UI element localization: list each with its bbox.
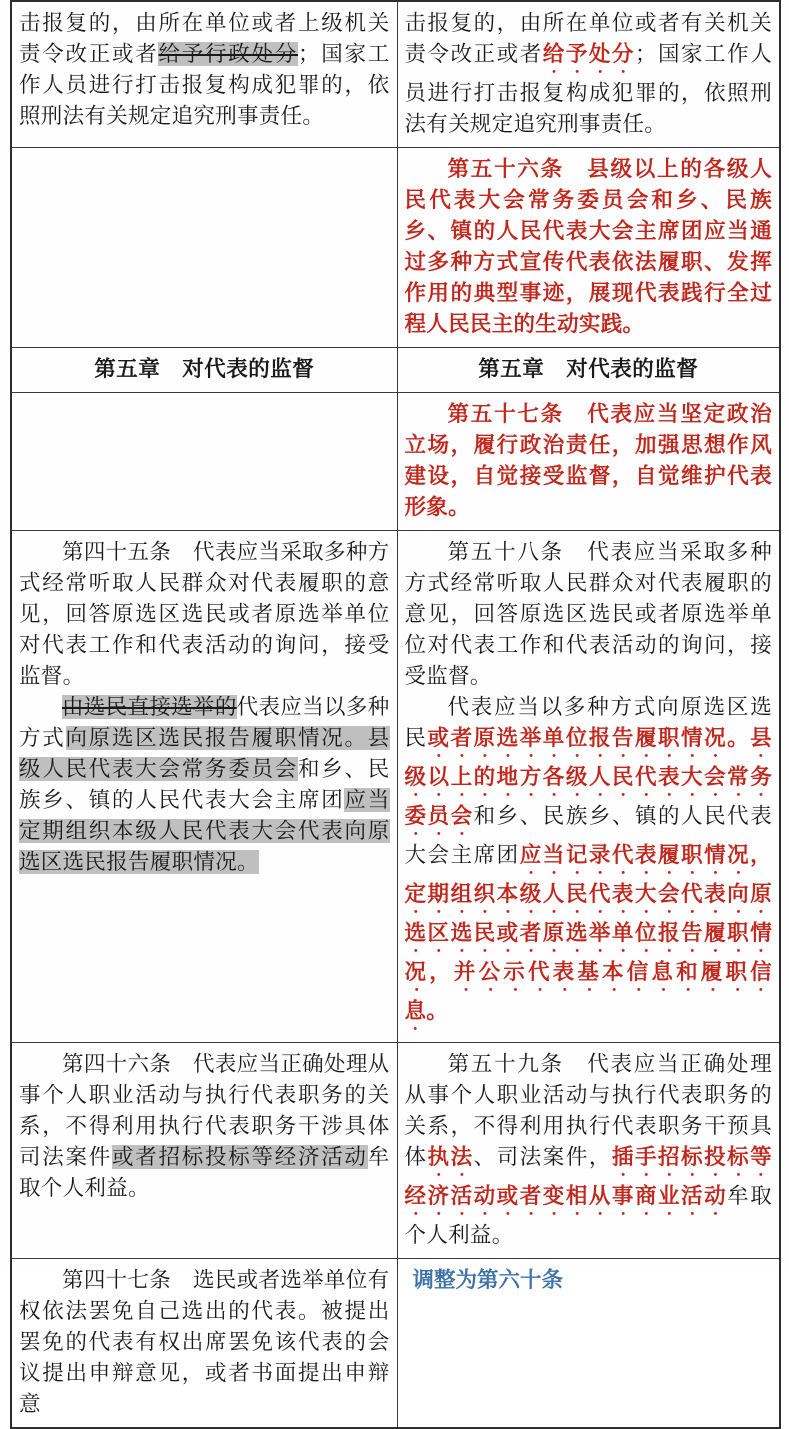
table-body xyxy=(11,1,780,1428)
paragraph xyxy=(19,692,390,878)
law-comparison-table xyxy=(10,0,781,1429)
row-article-47-60 xyxy=(11,1259,780,1429)
text-run-hl: 应当定期组织本级人民代表大会代表向原选区选民报告履职情况。 xyxy=(19,788,390,874)
row-article-46-59 xyxy=(11,1043,780,1259)
text-run-red-dot: 或者原选举单位报告履职情况。县级以上的地方各级人民代表大会常务委员会 xyxy=(404,726,772,828)
law-text-cell-right xyxy=(397,393,780,531)
text-run-hl: 向原选区选民报告履职情况。县级人民代表大会常务委员会 xyxy=(19,726,390,781)
empty-cell-left xyxy=(11,148,397,348)
text-run-plain: 和乡、民族乡、镇的人民代表大会主席团 xyxy=(404,804,772,867)
renumber-note: 调整为第六十条 xyxy=(412,1268,564,1292)
paragraph xyxy=(19,1049,390,1204)
law-text-cell-right xyxy=(397,1259,780,1429)
text-run-plain: 击报复的，由所在单位或者有关机关责令改正或者 xyxy=(404,11,772,66)
text-run-red-dot: 执法 xyxy=(427,1145,474,1169)
text-run-plain: 第四十五条 代表应当采取多种方式经常听取人民群众对代表履职的意见，回答原选区选民或者原选举单位对代表工作和代表活动的询问，接受监督。 xyxy=(19,540,390,688)
chapter-heading: 第五章 对代表的监督 xyxy=(478,357,699,381)
text-run-hl-del: 给予行政处分 xyxy=(158,42,298,66)
law-text-cell-right xyxy=(397,1,780,148)
law-text-cell-left xyxy=(11,1,397,148)
law-text-cell-left xyxy=(11,1259,397,1429)
text-run-hl-del: 由选民直接选举的 xyxy=(62,695,237,719)
text-run-red: 第五十七条 代表应当坚定政治立场，履行政治责任，加强思想作风建设，自觉接受监督，自觉维护代表形象。 xyxy=(404,402,772,519)
row-article-57 xyxy=(11,393,780,531)
chapter-heading-cell-left xyxy=(11,348,397,393)
paragraph xyxy=(405,154,773,340)
law-text-cell-right xyxy=(397,531,780,1043)
law-text-cell-left xyxy=(11,531,397,1043)
law-text-cell-right xyxy=(397,148,780,348)
row-article-56 xyxy=(11,148,780,348)
paragraph xyxy=(19,8,390,132)
text-run-plain: 第五十八条 代表应当采取多种方式经常听取人民群众对代表履职的意见，回答原选区选民或者原选举单位对代表工作和代表活动的询问，接受监督。 xyxy=(404,540,772,688)
text-run-plain: 第四十六条 代表应当正确处理从事个人职业活动与执行代表职务的关系，不得利用执行代表职务干涉具体司法案件 xyxy=(19,1052,390,1169)
law-text-cell-right xyxy=(397,1043,780,1259)
row-article-45-58 xyxy=(11,531,780,1043)
text-run-hl: 或者招标投标等经济活动 xyxy=(111,1145,368,1169)
text-run-plain: 击报复的，由所在单位或者上级机关责令改正或者 xyxy=(19,11,390,66)
text-run-plain: 第五十九条 代表应当正确处理从事个人职业活动与执行代表职务的关系，不得利用执行代表职务干预具体 xyxy=(404,1052,772,1169)
paragraph xyxy=(405,8,773,140)
chapter-heading: 第五章 对代表的监督 xyxy=(94,357,315,381)
text-run-red-dot: 应当记录代表履职情况，定期组织本级人民代表大会代表向原选区选民或者原选举单位报告履职情况，并公示代表基本信息和履职信息。 xyxy=(404,843,772,1023)
law-text-cell-left xyxy=(11,1043,397,1259)
text-run-plain: 和乡、民族乡、镇的人民代表大会主席团 xyxy=(19,757,390,812)
text-run-plain: 牟取个人利益。 xyxy=(404,1184,773,1247)
text-run-plain: 代表应当以多种方式向原选区选民 xyxy=(404,695,772,750)
text-run-red: 第五十六条 县级以上的各级人民代表大会常务委员会和乡、民族乡、镇的人民代表大会主席团应当通过多种方式宣传代表依法履职、发挥作用的典型事迹，展现代表践行全过程人民民主的生动实践。 xyxy=(404,157,772,336)
paragraph xyxy=(405,692,773,1035)
paragraph xyxy=(19,1265,390,1420)
paragraph xyxy=(405,537,773,692)
row-chapter-five xyxy=(11,348,780,393)
paragraph xyxy=(405,399,773,523)
chapter-heading-cell-right xyxy=(397,348,780,393)
row-continuation xyxy=(11,1,780,148)
paragraph xyxy=(405,1049,773,1251)
text-run-plain: ；国家工作人员进行打击报复构成犯罪的，依照刑法有关规定追究刑事责任。 xyxy=(404,42,772,136)
text-run-plain: 代表应当以多种方式 xyxy=(19,695,390,750)
text-run-plain: ；国家工作人员进行打击报复构成犯罪的，依照刑法有关规定追究刑事责任。 xyxy=(19,42,390,128)
paragraph xyxy=(19,537,390,692)
empty-cell-left xyxy=(11,393,397,531)
text-run-red-dot: 给予处分 xyxy=(542,42,635,66)
text-run-plain: 、司法案件， xyxy=(473,1145,612,1169)
text-run-red-dot: 插手招标投标等经济活动或者变相从事商业活动 xyxy=(404,1145,772,1208)
text-run-plain: 第四十七条 选民或者选举单位有权依法罢免自己选出的代表。被提出罢免的代表有权出席罢免该代表的会议提出申辩意见，或者书面提出申辩意 xyxy=(19,1268,390,1416)
text-run-plain: 牟取个人利益。 xyxy=(19,1145,390,1200)
